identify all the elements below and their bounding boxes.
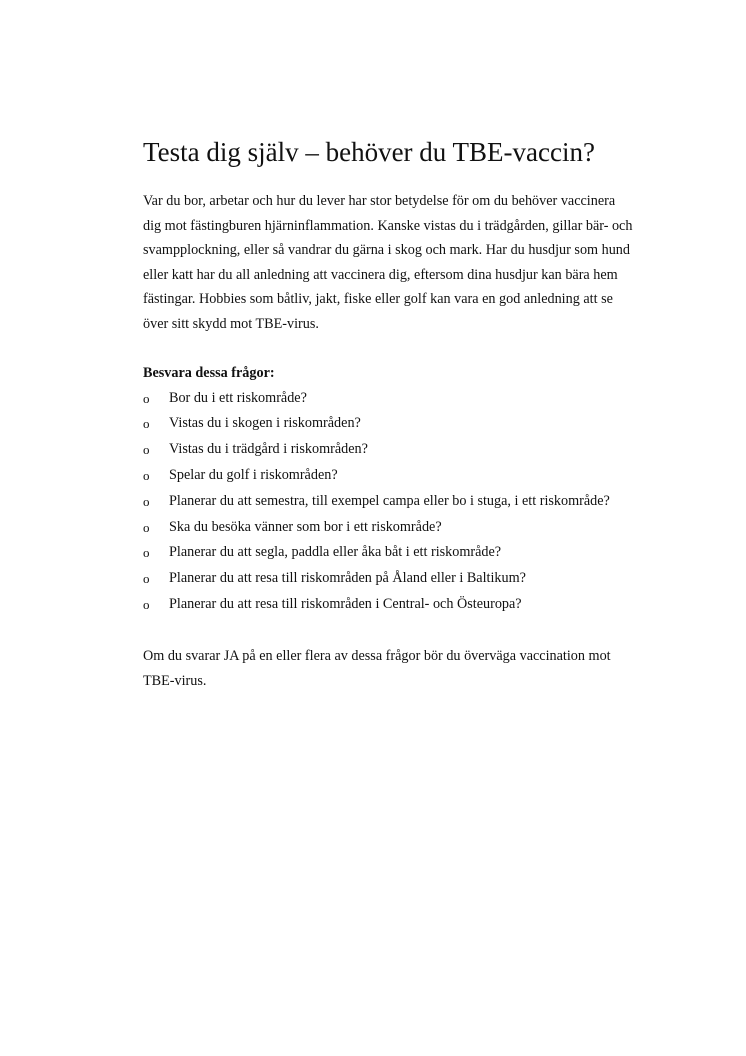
- question-text: Vistas du i trädgård i riskområden?: [169, 441, 368, 458]
- list-item: [143, 540, 633, 566]
- list-item: [143, 566, 633, 592]
- list-item: [143, 386, 633, 412]
- bullet-icon: o: [143, 493, 150, 509]
- list-item: [143, 411, 633, 437]
- list-item: [143, 515, 633, 541]
- question-text: Ska du besöka vänner som bor i ett riskområde?: [169, 518, 442, 535]
- list-item: [143, 463, 633, 489]
- question-text: Planerar du att semestra, till exempel campa eller bo i stuga, i ett riskområde?: [169, 492, 610, 509]
- intro-paragraph: Var du bor, arbetar och hur du lever har stor betydelse för om du behöver vaccinera dig mot fästingburen hjärninflammation. Kanske vistas du i trädgården, gillar bär- och svampplockning, eller så vandrar du gärna i skog och mark. Har du husdjur som hund eller katt har du all anledning att vaccinera dig, eftersom dina husdjur kan bära hem fästingar. Hobbies som båtliv, jakt, fiske eller golf kan vara en god anledning att se över sitt skydd mot TBE-virus.: [143, 193, 633, 332]
- document-page: [143, 133, 633, 694]
- list-item: [143, 592, 633, 618]
- questions-heading: Besvara dessa frågor:: [143, 364, 275, 381]
- page-title: Testa dig själv – behöver du TBE-vaccin?: [143, 137, 595, 167]
- bullet-icon: o: [143, 442, 150, 458]
- question-text: Planerar du att resa till riskområden på Åland eller i Baltikum?: [169, 570, 526, 587]
- bullet-icon: o: [143, 519, 150, 535]
- bullet-icon: o: [143, 571, 150, 587]
- list-item: [143, 489, 633, 515]
- list-item: [143, 437, 633, 463]
- question-text: Spelar du golf i riskområden?: [169, 466, 338, 483]
- question-text: Planerar du att resa till riskområden i Central- och Östeuropa?: [169, 595, 522, 612]
- bullet-icon: o: [143, 545, 150, 561]
- bullet-icon: o: [143, 467, 150, 483]
- bullet-icon: o: [143, 596, 150, 612]
- bullet-icon: o: [143, 390, 150, 406]
- question-text: Vistas du i skogen i riskområden?: [169, 415, 361, 432]
- question-text: Bor du i ett riskområde?: [169, 389, 307, 406]
- bullet-icon: o: [143, 416, 150, 432]
- questions-list: [143, 386, 633, 618]
- question-text: Planerar du att segla, paddla eller åka båt i ett riskområde?: [169, 544, 502, 561]
- conclusion-paragraph: Om du svarar JA på en eller flera av dessa frågor bör du överväga vaccination mot TBE-virus.: [143, 647, 611, 689]
